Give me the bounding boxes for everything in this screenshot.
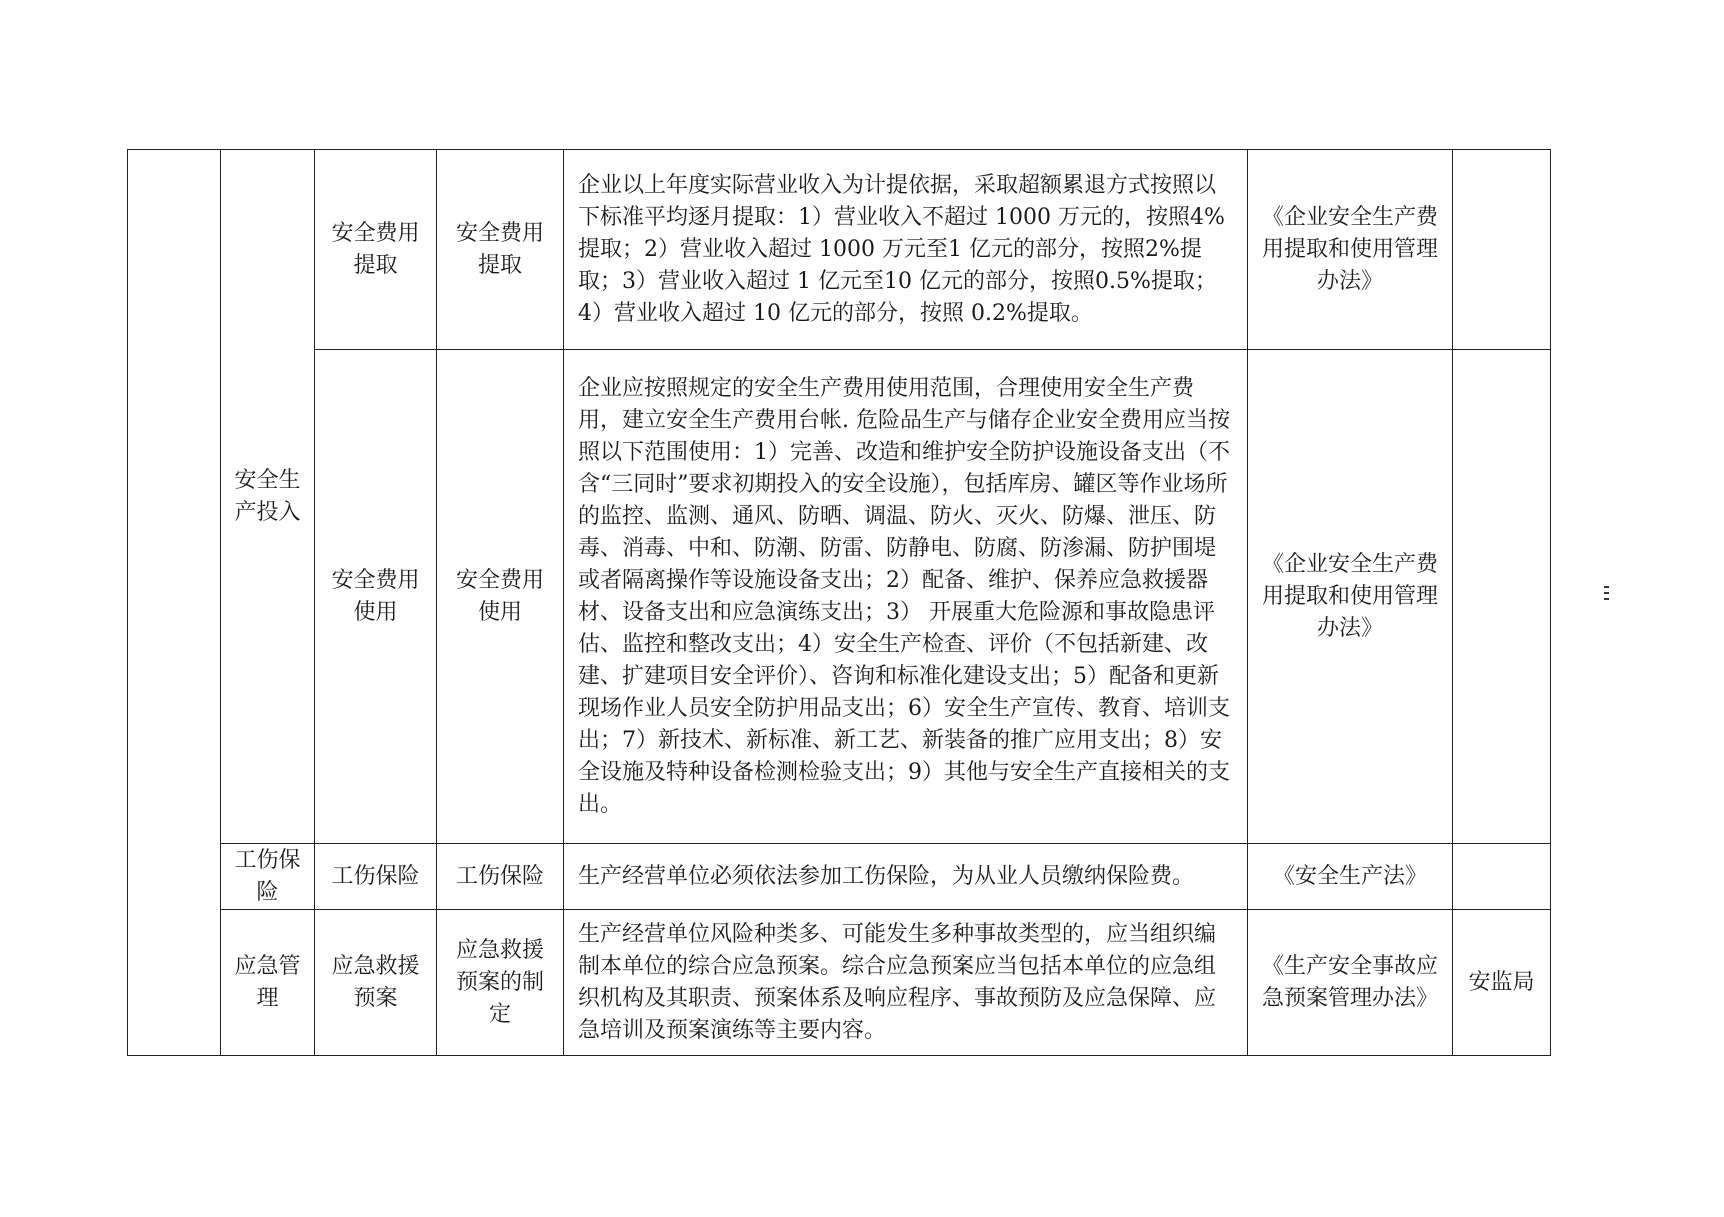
content-cell (564, 150, 1248, 350)
category-label: 安全生产投入 (234, 467, 301, 525)
basis-cell (1248, 844, 1453, 910)
table-row (128, 150, 1551, 350)
content-cell (564, 910, 1248, 1056)
item-label: 工伤保险 (331, 863, 420, 889)
item-label: 应急救援预案 (331, 953, 420, 1011)
item-cell (315, 350, 437, 844)
item-label: 安全费用使用 (331, 567, 420, 625)
content-cell (564, 350, 1248, 844)
department-cell (1453, 910, 1551, 1056)
department-cell (1453, 150, 1551, 350)
department-cell (1453, 350, 1551, 844)
sub-item-cell (437, 350, 564, 844)
sub-item-label: 安全费用提取 (455, 220, 544, 278)
left-blank-cell (128, 150, 221, 1056)
content-text: 生产经营单位风险种类多、可能发生多种事故类型的，应当组织编制本单位的综合应急预案。综合应急预案应当包括本单位的应急组织机构及其职责、预案体系及响应程序、事故预防及应急保障、应急培训及预案演练等主要内容。 (578, 921, 1217, 1043)
department-text: 安监局 (1468, 969, 1535, 995)
basis-cell (1248, 910, 1453, 1056)
content-text: 生产经营单位必须依法参加工伤保险，为从业人员缴纳保险费。 (578, 863, 1195, 889)
sub-item-cell (437, 150, 564, 350)
category-cell (221, 150, 315, 844)
item-cell (315, 844, 437, 910)
table-row (128, 844, 1551, 910)
basis-text: 《安全生产法》 (1272, 863, 1427, 889)
basis-text: 《企业安全生产费用提取和使用管理办法》 (1261, 204, 1438, 294)
sub-item-label: 安全费用使用 (455, 567, 544, 625)
basis-text: 《企业安全生产费用提取和使用管理办法》 (1261, 551, 1438, 641)
table-row (128, 350, 1551, 844)
margin-mark (1604, 582, 1610, 612)
department-cell (1453, 844, 1551, 910)
sub-item-label: 工伤保险 (455, 863, 544, 889)
basis-cell (1248, 150, 1453, 350)
category-cell (221, 910, 315, 1056)
content-text: 企业以上年度实际营业收入为计提依据，采取超额累退方式按照以下标准平均逐月提取：1）营业收入不超过 1000 万元的，按照4%提取；2）营业收入超过 1000 万元至1 亿元的部分，按照2%提取；3）营业收入超过 1 亿元至10 亿元的部分，按照0.5%提取；4）营业收入超过 10 亿元的部分，按照 0.2%提取。 (578, 172, 1225, 326)
item-label: 安全费用提取 (331, 220, 420, 278)
category-label: 工伤保险 (234, 847, 301, 905)
item-cell (315, 910, 437, 1056)
regulation-table (127, 149, 1551, 1056)
content-text: 企业应按照规定的安全生产费用使用范围，合理使用安全生产费用，建立安全生产费用台帐. 危险品生产与储存企业安全费用应当按照以下范围使用：1）完善、改造和维护安全防护设施设备支出（不含“三同时”要求初期投入的安全设施），包括库房、罐区等作业场所的监控、监测、通风、防晒、调温、防火、灭火、防爆、泄压、防毒、消毒、中和、防潮、防雷、防静电、防腐、防渗漏、防护围堤或者隔离操作等设施设备支出；2）配备、维护、保养应急救援器材、设备支出和应急演练支出；3） 开展重大危险源和事故隐患评估、监控和整改支出；4）安全生产检查、评价（不包括新建、改建、扩建项目安全评价）、咨询和标准化建设支出；5）配备和更新现场作业人员安全防护用品支出；6）安全生产宣传、教育、培训支出；7）新技术、新标准、新工艺、新装备的推广应用支出；8）安全设施及特种设备检测检验支出；9）其他与安全生产直接相关的支出。 (578, 375, 1230, 817)
basis-cell (1248, 350, 1453, 844)
sub-item-label: 应急救援预案的制定 (455, 937, 544, 1027)
content-cell (564, 844, 1248, 910)
sub-item-cell (437, 844, 564, 910)
category-cell (221, 844, 315, 910)
category-label: 应急管理 (234, 953, 301, 1011)
sub-item-cell (437, 910, 564, 1056)
basis-text: 《生产安全事故应急预案管理办法》 (1261, 953, 1438, 1011)
item-cell (315, 150, 437, 350)
table-row (128, 910, 1551, 1056)
